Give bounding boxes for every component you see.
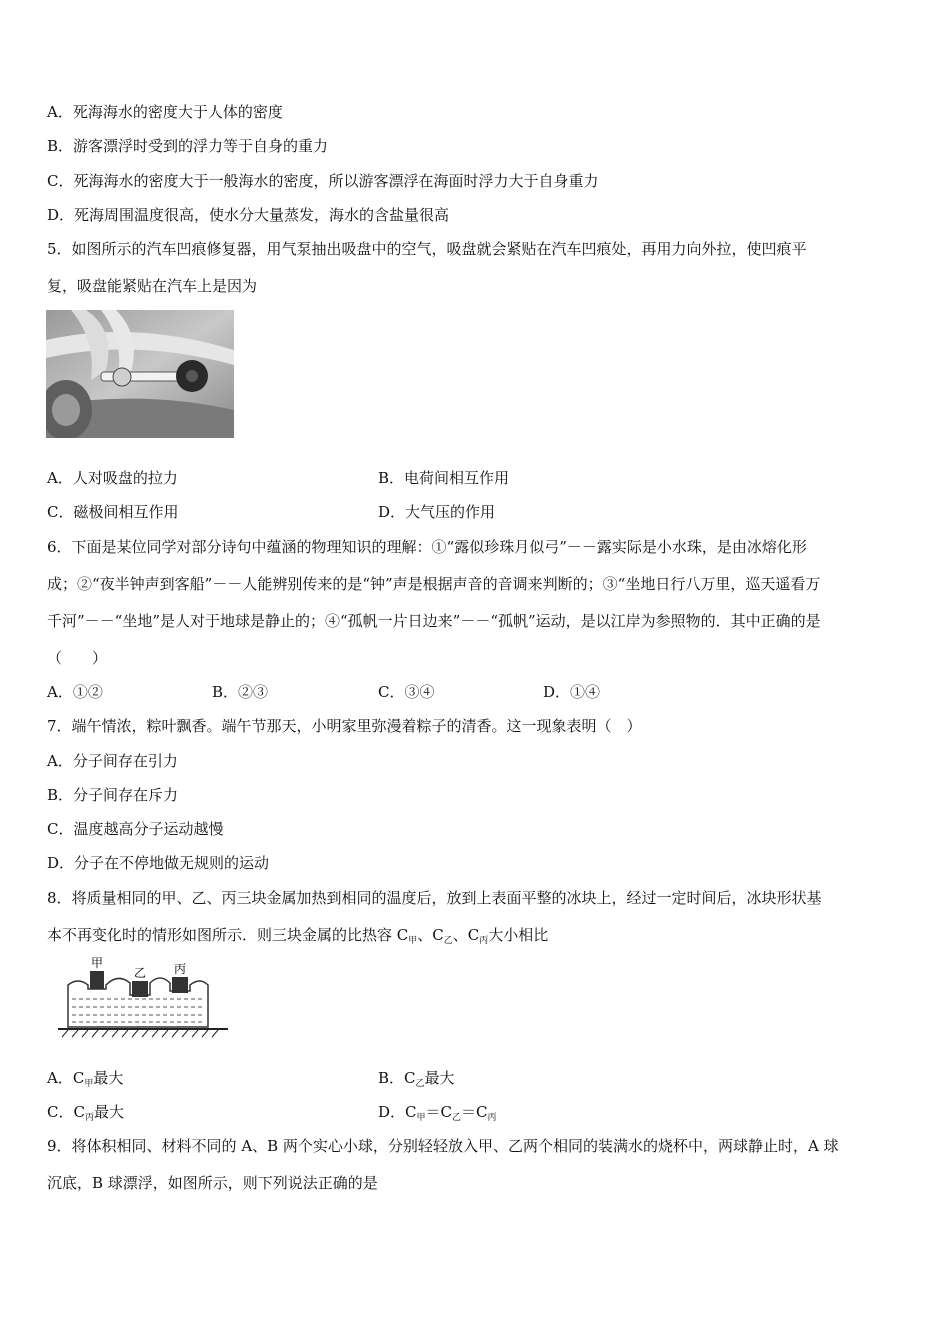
q5-option-c: C．磁极间相互作用 bbox=[47, 503, 179, 521]
q8-option-b: B．$C_乙$最大 bbox=[378, 1069, 455, 1089]
q4-option-b: B．游客漂浮时受到的浮力等于自身的重力 bbox=[47, 137, 329, 155]
q8-option-c: C．$C_丙$最大 bbox=[47, 1103, 124, 1123]
q8-fig-label-jia: 甲 bbox=[91, 956, 104, 970]
q5-option-b: B．电荷间相互作用 bbox=[378, 469, 510, 487]
q7-option-a: A．分子间存在引力 bbox=[47, 752, 178, 770]
q8-option-a: A．$C_甲$最大 bbox=[47, 1069, 124, 1089]
q5-dent-repair-photo bbox=[46, 310, 234, 438]
q5-option-d: D．大气压的作用 bbox=[378, 503, 496, 521]
q6-option-d: D．①④ bbox=[543, 683, 601, 701]
q8-stem-line2: 本不再变化时的情形如图所示．则三块金属的比热容 $C_甲$、$C_乙$、$C_丙$大小相比 bbox=[47, 926, 549, 946]
q8-stem-line1: 8．将质量相同的甲、乙、丙三块金属加热到相同的温度后，放到上表面平整的冰块上，经过一定时间后，冰块形状基 bbox=[47, 889, 822, 907]
q7-option-b: B．分子间存在斥力 bbox=[47, 786, 179, 804]
q6-stem-line4: （ ） bbox=[47, 649, 108, 667]
q7-option-c: C．温度越高分子运动越慢 bbox=[47, 820, 224, 838]
q6-option-c: C．③④ bbox=[378, 683, 435, 701]
q5-stem-line1: 5．如图所示的汽车凹痕修复器，用气泵抽出吸盘中的空气，吸盘就会紧贴在汽车凹痕处，再用力向外拉，使凹痕平 bbox=[47, 240, 807, 258]
q8-option-d: D．$C_甲=C_乙=C_丙$ bbox=[378, 1103, 497, 1123]
q4-option-a: A．死海海水的密度大于人体的密度 bbox=[47, 103, 283, 121]
q8-fig-label-yi: 乙 bbox=[134, 966, 147, 980]
q6-option-a: A．①② bbox=[47, 683, 103, 701]
q6-option-b: B．②③ bbox=[212, 683, 269, 701]
q8-fig-label-bing: 丙 bbox=[174, 962, 187, 976]
q9-stem-line2: 沉底，B 球漂浮，如图所示，则下列说法正确的是 bbox=[47, 1174, 378, 1192]
q9-stem-line1: 9．将体积相同、材料不同的 A、B 两个实心小球，分别轻轻放入甲、乙两个相同的装满水的烧杯中，两球静止时，A 球 bbox=[47, 1137, 839, 1155]
q6-stem-line2: 成；②“夜半钟声到客船”－－人能辨别传来的是“钟”声是根据声音的音调来判断的；③“坐地日行八万里，巡天遥看万 bbox=[47, 575, 821, 593]
q7-option-d: D．分子在不停地做无规则的运动 bbox=[47, 854, 270, 872]
q6-stem-line1: 6．下面是某位同学对部分诗句中蕴涵的物理知识的理解：①“露似珍珠月似弓”－－露实际是小水珠，是由冰熔化形 bbox=[47, 538, 807, 556]
q8-ice-block-figure bbox=[58, 955, 228, 1040]
q4-option-d: D．死海周围温度很高，使水分大量蒸发，海水的含盐量很高 bbox=[47, 206, 450, 224]
q6-stem-line3: 千河”－－“坐地”是人对于地球是静止的；④“孤帆一片日边来”－－“孤帆”运动，是以江岸为参照物的．其中正确的是 bbox=[47, 612, 821, 630]
q5-option-a: A．人对吸盘的拉力 bbox=[47, 469, 178, 487]
q4-option-c: C．死海海水的密度大于一般海水的密度，所以游客漂浮在海面时浮力大于自身重力 bbox=[47, 172, 599, 190]
q5-stem-line2: 复，吸盘能紧贴在汽车上是因为 bbox=[47, 277, 258, 295]
q7-stem: 7．端午情浓，粽叶飘香。端午节那天，小明家里弥漫着粽子的清香。这一现象表明（ ） bbox=[47, 717, 642, 735]
